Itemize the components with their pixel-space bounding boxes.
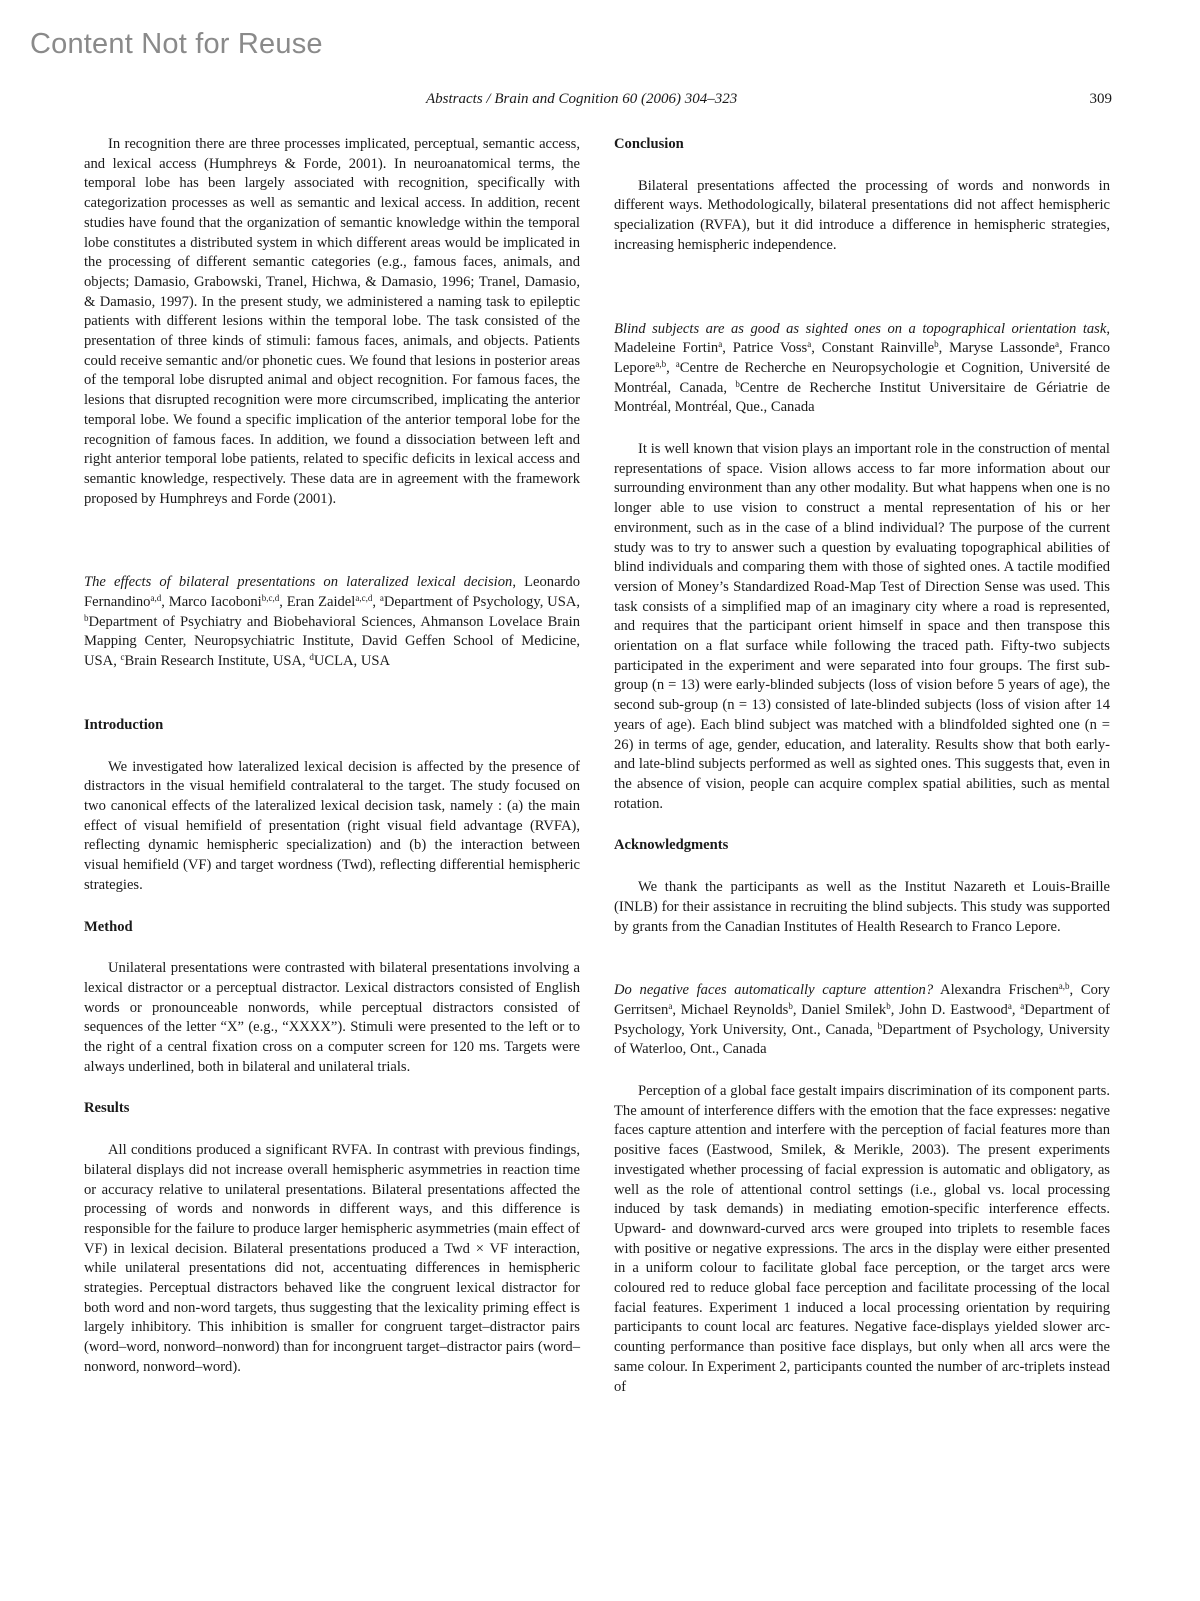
journal-citation: Abstracts / Brain and Cognition 60 (2006) 304–323 bbox=[426, 91, 738, 107]
acknowledgments-heading: Acknowledgments bbox=[614, 837, 729, 854]
conclusion-text: Bilateral presentations affected the processing of words and nonwords in different ways. Methodologically, bilateral presentations did not affect hemispheric specialization (RVFA), but it did introduce a difference in hemispheric strategies, increasing hemispheric independence. bbox=[614, 177, 1110, 253]
author: Constant Rainville bbox=[821, 340, 935, 357]
abstract4-header: Do negative faces automatically capture attention? Alexandra Frischen$^{a,b}$, Cory Gerritsen$^a$, Michael Reynolds$^b$, Daniel Smilek$^b$, John D. Eastwood$^a$, $^a$Department of Psychology, York University, Ont., Canada, $^b$Department of Psychology, University of Waterloo, Ont., Canada bbox=[614, 981, 1111, 1058]
author: Eran Zaidel bbox=[286, 594, 356, 611]
watermark: Content Not for Reuse bbox=[30, 28, 323, 60]
affiliation: Centre de Recherche Institut Universitaire de Gériatrie de Montréal, Montréal, Que., Canada bbox=[614, 379, 1110, 416]
author-sup: a bbox=[1054, 339, 1059, 350]
author-sup: a,b bbox=[1058, 981, 1070, 992]
author: Maryse Lassonde bbox=[949, 340, 1055, 357]
method-text: Unilateral presentations were contrasted with bilateral presentations involving a lexical distractor or a perceptual distractor. Lexical distractors consisted of English words or pronounceable nonwords, while perceptual distractors consisted of sequences of the letter “X” (e.g., “XXXX”). Stimuli were presented to the left or to the right of a central fixation cross on a computer screen for 120 ms. Targets were always underlined, both in bilateral and unilateral trials. bbox=[84, 960, 580, 1075]
affiliation-sup: a bbox=[675, 358, 680, 369]
page-number: 309 bbox=[1089, 91, 1112, 107]
author: Leonardo Fernandino bbox=[84, 574, 580, 611]
author-sup: b bbox=[934, 339, 939, 350]
author: Madeleine Fortin bbox=[614, 340, 719, 357]
abstract2-header: The effects of bilateral presentations on lateralized lexical decision, Leonardo Fernandino$^{a,d}$, Marco Iacoboni$^{b,c,d}$, Eran Zaidel$^{a,c,d}$, $^a$Department of Psychology, USA, $^b$Department of Psychiatry and Biobehavioral Sciences, Ahmanson Lovelace Brain Mapping Center, Neuropsychiatric Institute, David Geffen School of Medicine, USA, $^c$Brain Research Institute, USA, $^d$UCLA, USA bbox=[84, 574, 581, 670]
introduction-text: We investigated how lateralized lexical decision is affected by the presence of distractors in the visual hemifield contralateral to the target. The study focused on two canonical effects of the lateralized lexical decision task, namely : (a) the main effect of visual hemifield of presentation (right visual field advantage (RVFA), reflecting dynamic hemispheric specialization) and (b) the interaction between visual hemifield (VF) and target wordness (Twd), reflecting differential hemispheric strategies. bbox=[84, 758, 580, 893]
author-sup: b,c,d bbox=[261, 593, 280, 604]
introduction-heading: Introduction bbox=[84, 716, 164, 733]
author: Daniel Smilek bbox=[801, 1001, 887, 1018]
author-sup: b bbox=[886, 1000, 891, 1011]
author-sup: a,b bbox=[655, 358, 667, 369]
author: Michael Reynolds bbox=[680, 1001, 789, 1018]
affiliation: Brain Research Institute, USA, bbox=[124, 653, 306, 670]
acknowledgments-text: We thank the participants as well as the Institut Nazareth et Louis-Braille (INLB) for their assistance in recruiting the blind subjects. This study was supported by grants from the Canadian Institutes of Health Research to Franco Lepore. bbox=[614, 879, 1110, 935]
conclusion-heading: Conclusion bbox=[614, 136, 684, 152]
abstract2-title: The effects of bilateral presentations on lateralized lexical decision bbox=[84, 574, 513, 591]
results-heading: Results bbox=[84, 1100, 130, 1117]
method-heading: Method bbox=[84, 918, 133, 935]
abstract4-body: Perception of a global face gestalt impairs discrimination of its component parts. The amount of interference differs with the emotion that the face expresses: negative faces capture attention and interfere with the perception of facial features more than positive faces (Eastwood, Smilek, & Merikle, 2003). The present experiments investigated whether processing of facial expression is automatic and obligatory, as well as the role of attentional control settings (i.e., global vs. local processing induced by task demands) in mediating emotion-specific interference effects. Upward- and downward-curved arcs were grouped into triplets to resemble faces with positive or negative expressions. The arcs in the display were either presented in a uniform colour to facilitate global face perception, or the target arcs were coloured red to reduce global face perception and facilitate processing of the local facial features. Experiment 1 induced a local processing orientation by requiring participants to count local arc features. Negative face-displays yielded slower arc-counting performance than positive face displays, but only when all arcs were the same colour. In Experiment 2, participants counted the number of arc-triplets instead of bbox=[614, 1083, 1110, 1395]
author-sup: a bbox=[718, 339, 723, 350]
affiliation: Department of Psychology, USA, bbox=[383, 594, 581, 611]
author-sup: a bbox=[1007, 1000, 1012, 1011]
affiliation-sup: a bbox=[379, 593, 384, 604]
affiliation-sup: a bbox=[1020, 1000, 1025, 1011]
affiliation: Centre de Recherche en Neuropsychologie et Cognition, Université de Montréal, Canada, bbox=[614, 359, 1110, 396]
abstract3-body: It is well known that vision plays an important role in the construction of mental representations of space. Vision allows access to far more information about our surrounding environment than any other modality. But what happens when one is no longer able to use vision to construct a mental representation of his or her environment, such as in the case of a blind individual? The purpose of the current study was to try to answer such a question by evaluating topographical abilities of blind individuals and comparing them with those of sighted ones. A tactile modified version of Money’s Standardized Road-Map Test of Direction Sense was used. This task consists of a simplified map of an imaginary city where a road is represented, and requires that the participant orient himself in space and then transpose this orientation on a flat surface while following the traced path. Fifty-two subjects participated in the experiment and were separated into four groups. The first sub-group (n = 13) were early-blinded subjects (loss of vision before 5 years of age), the second sub-group (n = 13) consisted of late-blinded subjects (loss of vision after 14 years of age). Each blind subject was matched with a blindfolded sighted one (n = 26) in terms of age, gender, education, and laterality. Results show that both early- and late-blind subjects performed as well as sighted ones. This suggests that, even in the absence of vision, people can acquire complex spatial abilities, such as mental rotation. bbox=[614, 441, 1110, 812]
left-column bbox=[84, 135, 580, 1378]
author: Patrice Voss bbox=[732, 340, 808, 357]
affiliation: UCLA, USA bbox=[313, 653, 391, 670]
author: Franco Lepore bbox=[614, 340, 1111, 376]
abstract1-continuation: In recognition there are three processes implicated, perceptual, semantic access, and lexical access (Humphreys & Forde, 2001). In neuroanatomical terms, the temporal lobe has been largely associated with recognition, specifically with categorization processes as well as semantic and lexical access. In addition, recent studies have found that the organization of semantic knowledge within the temporal lobe constitutes a distributed system in which different areas would be implicated in the processing of different semantic categories (e.g., famous faces, animals, and objects; Damasio, Grabowski, Tranel, Hichwa, & Damasio, 1996; Tranel, Damasio, & Damasio, 1997). In the present study, we administered a naming task to epileptic patients with different lesions within the temporal lobe. The task consisted of the presentation of three kinds of stimuli: famous faces, animals, and objects. Patients could receive semantic and/or phonetic cues. We found that lesions in posterior areas of the temporal lobe disrupted animal and object recognition. For famous faces, the lesions that disrupted recognition were more circumscribed, implicating the anterior temporal lobe. We found a specific implication of the anterior temporal lobe for the recognition of famous faces. In addition, we found a dissociation between left and right anterior temporal lobe patients, related to specific deficits in lexical access and semantic knowledge, respectively. These data are in agreement with the framework proposed by Humphreys and Forde (2001). bbox=[84, 136, 580, 507]
affiliation-sup: b bbox=[877, 1020, 883, 1031]
author-sup: a,d bbox=[150, 593, 162, 604]
author: Marco Iacoboni bbox=[168, 594, 262, 611]
affiliation-sup: b bbox=[735, 378, 740, 389]
abstract3-header: Blind subjects are as good as sighted ones on a topographical orientation task, Madeleine Fortin$^a$, Patrice Voss$^a$, Constant Rainville$^b$, Maryse Lassonde$^a$, Franco Lepore$^{a,b}$, $^a$Centre de Recherche en Neuropsychologie et Cognition, Université de Montréal, Canada, $^b$Centre de Recherche Institut Universitaire de Gériatrie de Montréal, Montréal, Que., Canada bbox=[614, 320, 1111, 416]
affiliation-sup: b bbox=[84, 612, 89, 623]
abstract3-title: Blind subjects are as good as sighted ones on a topographical orientation task bbox=[614, 320, 1107, 337]
abstract4-title: Do negative faces automatically capture attention? bbox=[614, 982, 934, 999]
results-text: All conditions produced a significant RVFA. In contrast with previous findings, bilateral displays did not increase overall hemispheric asymmetries in reaction time or accuracy relative to unilateral presentations. Bilateral presentations affected the processing of words and nonwords in different ways, and this difference is responsible for the failure to produce larger hemispheric asymmetries (main effect of VF) in lexical decision. Bilateral presentations produced a Twd × VF interaction, while unilateral presentations did not, accentuating differences in hemispheric strategies. Perceptual distractors behaved like the congruent lexical distractor for both word and non-word targets, thus suggesting that the lexicality priming effect is largely inhibitory. This inhibition is smaller for congruent target–distractor pairs (word–word, nonword–nonword) than for incongruent target–distractor pairs (word–nonword, nonword–word). bbox=[84, 1142, 580, 1375]
author-sup: a,c,d bbox=[355, 593, 373, 604]
author-sup: b bbox=[788, 1000, 793, 1011]
author: John D. Eastwood bbox=[899, 1001, 1008, 1018]
running-head bbox=[0, 91, 1200, 113]
affiliation: Department of Psychiatry and Biobehavioral Sciences, Ahmanson Lovelace Brain Mapping Center, Neuropsychiatric Institute, David Geffen School of Medicine, USA, bbox=[84, 613, 580, 670]
author-sup: a bbox=[807, 339, 812, 350]
affiliation: Department of Psychology, York University, Ont., Canada, bbox=[614, 1001, 1110, 1038]
affiliation-sup: c bbox=[120, 652, 125, 663]
author: Alexandra Frischen bbox=[940, 982, 1059, 999]
affiliation-sup: d bbox=[309, 652, 314, 663]
affiliation: Department of Psychology, University of Waterloo, Ont., Canada bbox=[614, 1021, 1110, 1058]
author: Cory Gerritsen bbox=[614, 982, 1111, 1018]
author-sup: a bbox=[668, 1000, 673, 1011]
right-column bbox=[614, 135, 1110, 1397]
